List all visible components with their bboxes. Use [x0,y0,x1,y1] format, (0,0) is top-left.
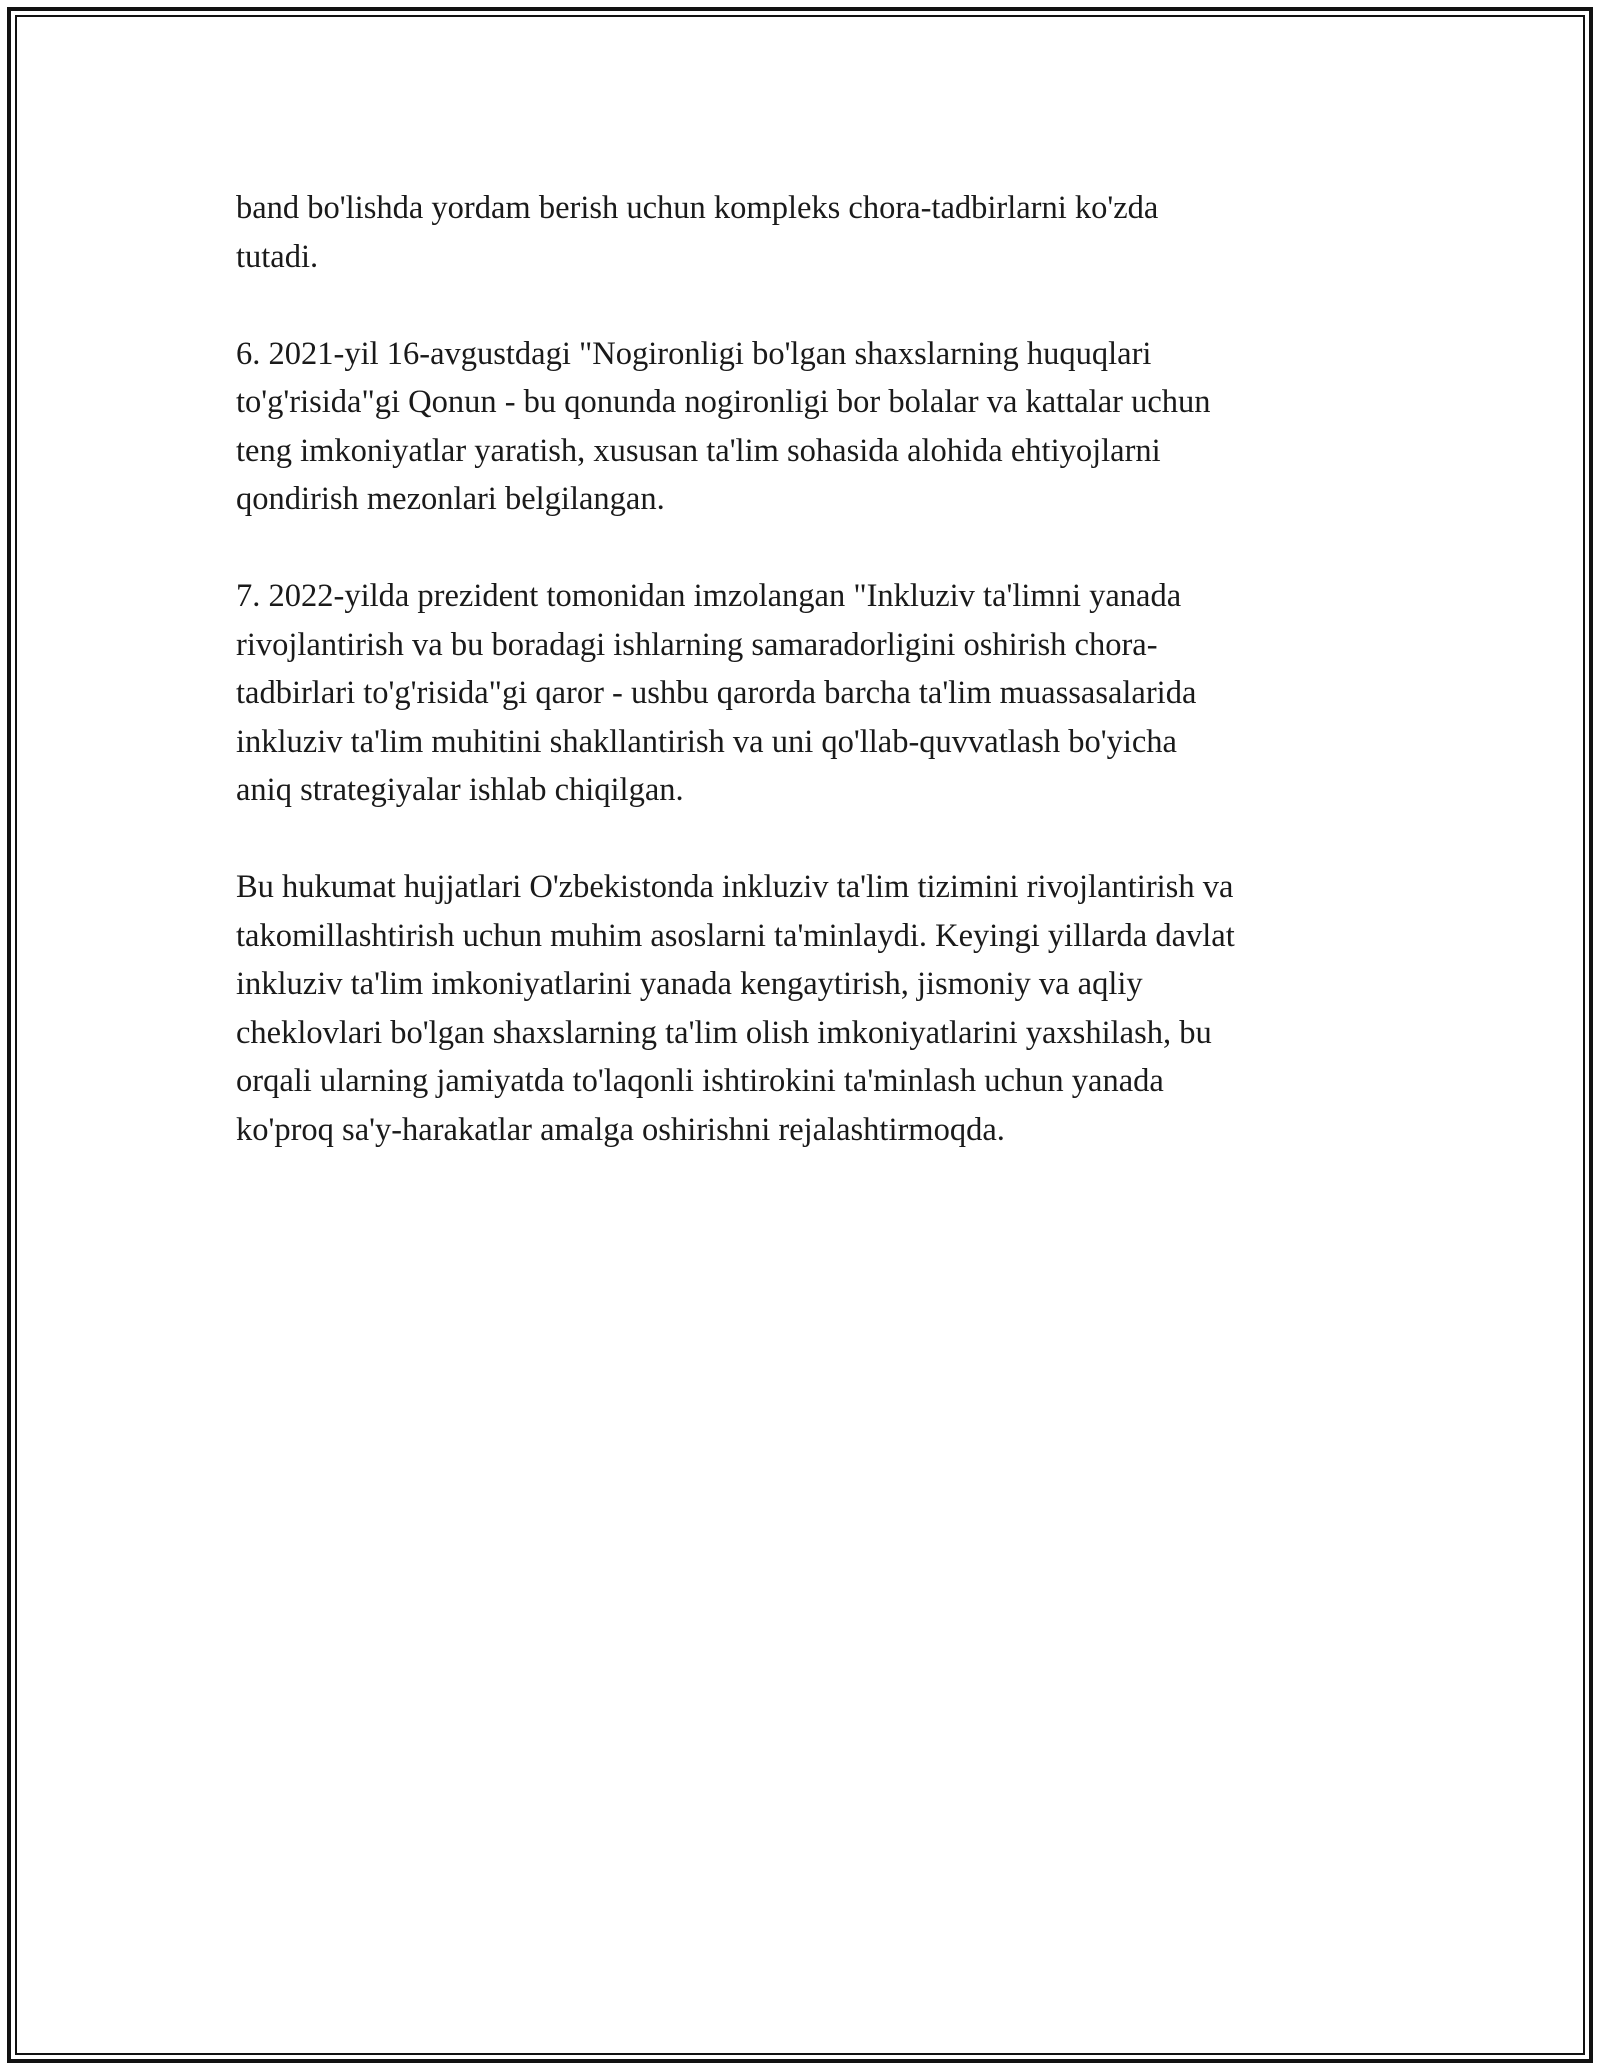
paragraph-continuation: band bo'lishda yordam berish uchun kompleks chora-tadbirlarni ko'zda tutadi. [236,190,1159,275]
document-body [236,184,1366,1203]
paragraph-item-6: 6. 2021-yil 16-avgustdagi "Nogironligi bo'lgan shaxslarning huquqlari to'g'risida"gi Qonun - bu qonunda nogironligi bor bolalar va kattalar uchun teng imkoniyatlar yaratish, xususan ta'lim sohasida alohida ehtiyojlarni qondirish mezonlari belgilangan. [236,335,1211,517]
paragraph-conclusion: Bu hukumat hujjatlari O'zbekistonda inkluziv ta'lim tizimini rivojlantirish va takomillashtirish uchun muhim asoslarni ta'minlaydi. Keyingi yillarda davlat inkluziv ta'lim imkoniyatlarini yanada kengaytirish, jismoniy va aqliy cheklovlari bo'lgan shaxslarning ta'lim olish imkoniyatlarini yaxshilash, bu orqali ularning jamiyatda to'laqonli ishtirokini ta'minlash uchun yanada ko'proq sa'y-harakatlar amalga oshirishni rejalashtirmoqda. [236,869,1235,1148]
paragraph-item-7: 7. 2022-yilda prezident tomonidan imzolangan "Inkluziv ta'limni yanada rivojlantirish va bu boradagi ishlarning samaradorligini oshirish chora- tadbirlari to'g'risida"gi qaror - ushbu qarorda barcha ta'lim muassasalarida inkluziv ta'lim muhitini shakllantirish va uni qo'llab-quvvatlash bo'yicha aniq strategiyalar ishlab chiqilgan. [236,578,1197,808]
